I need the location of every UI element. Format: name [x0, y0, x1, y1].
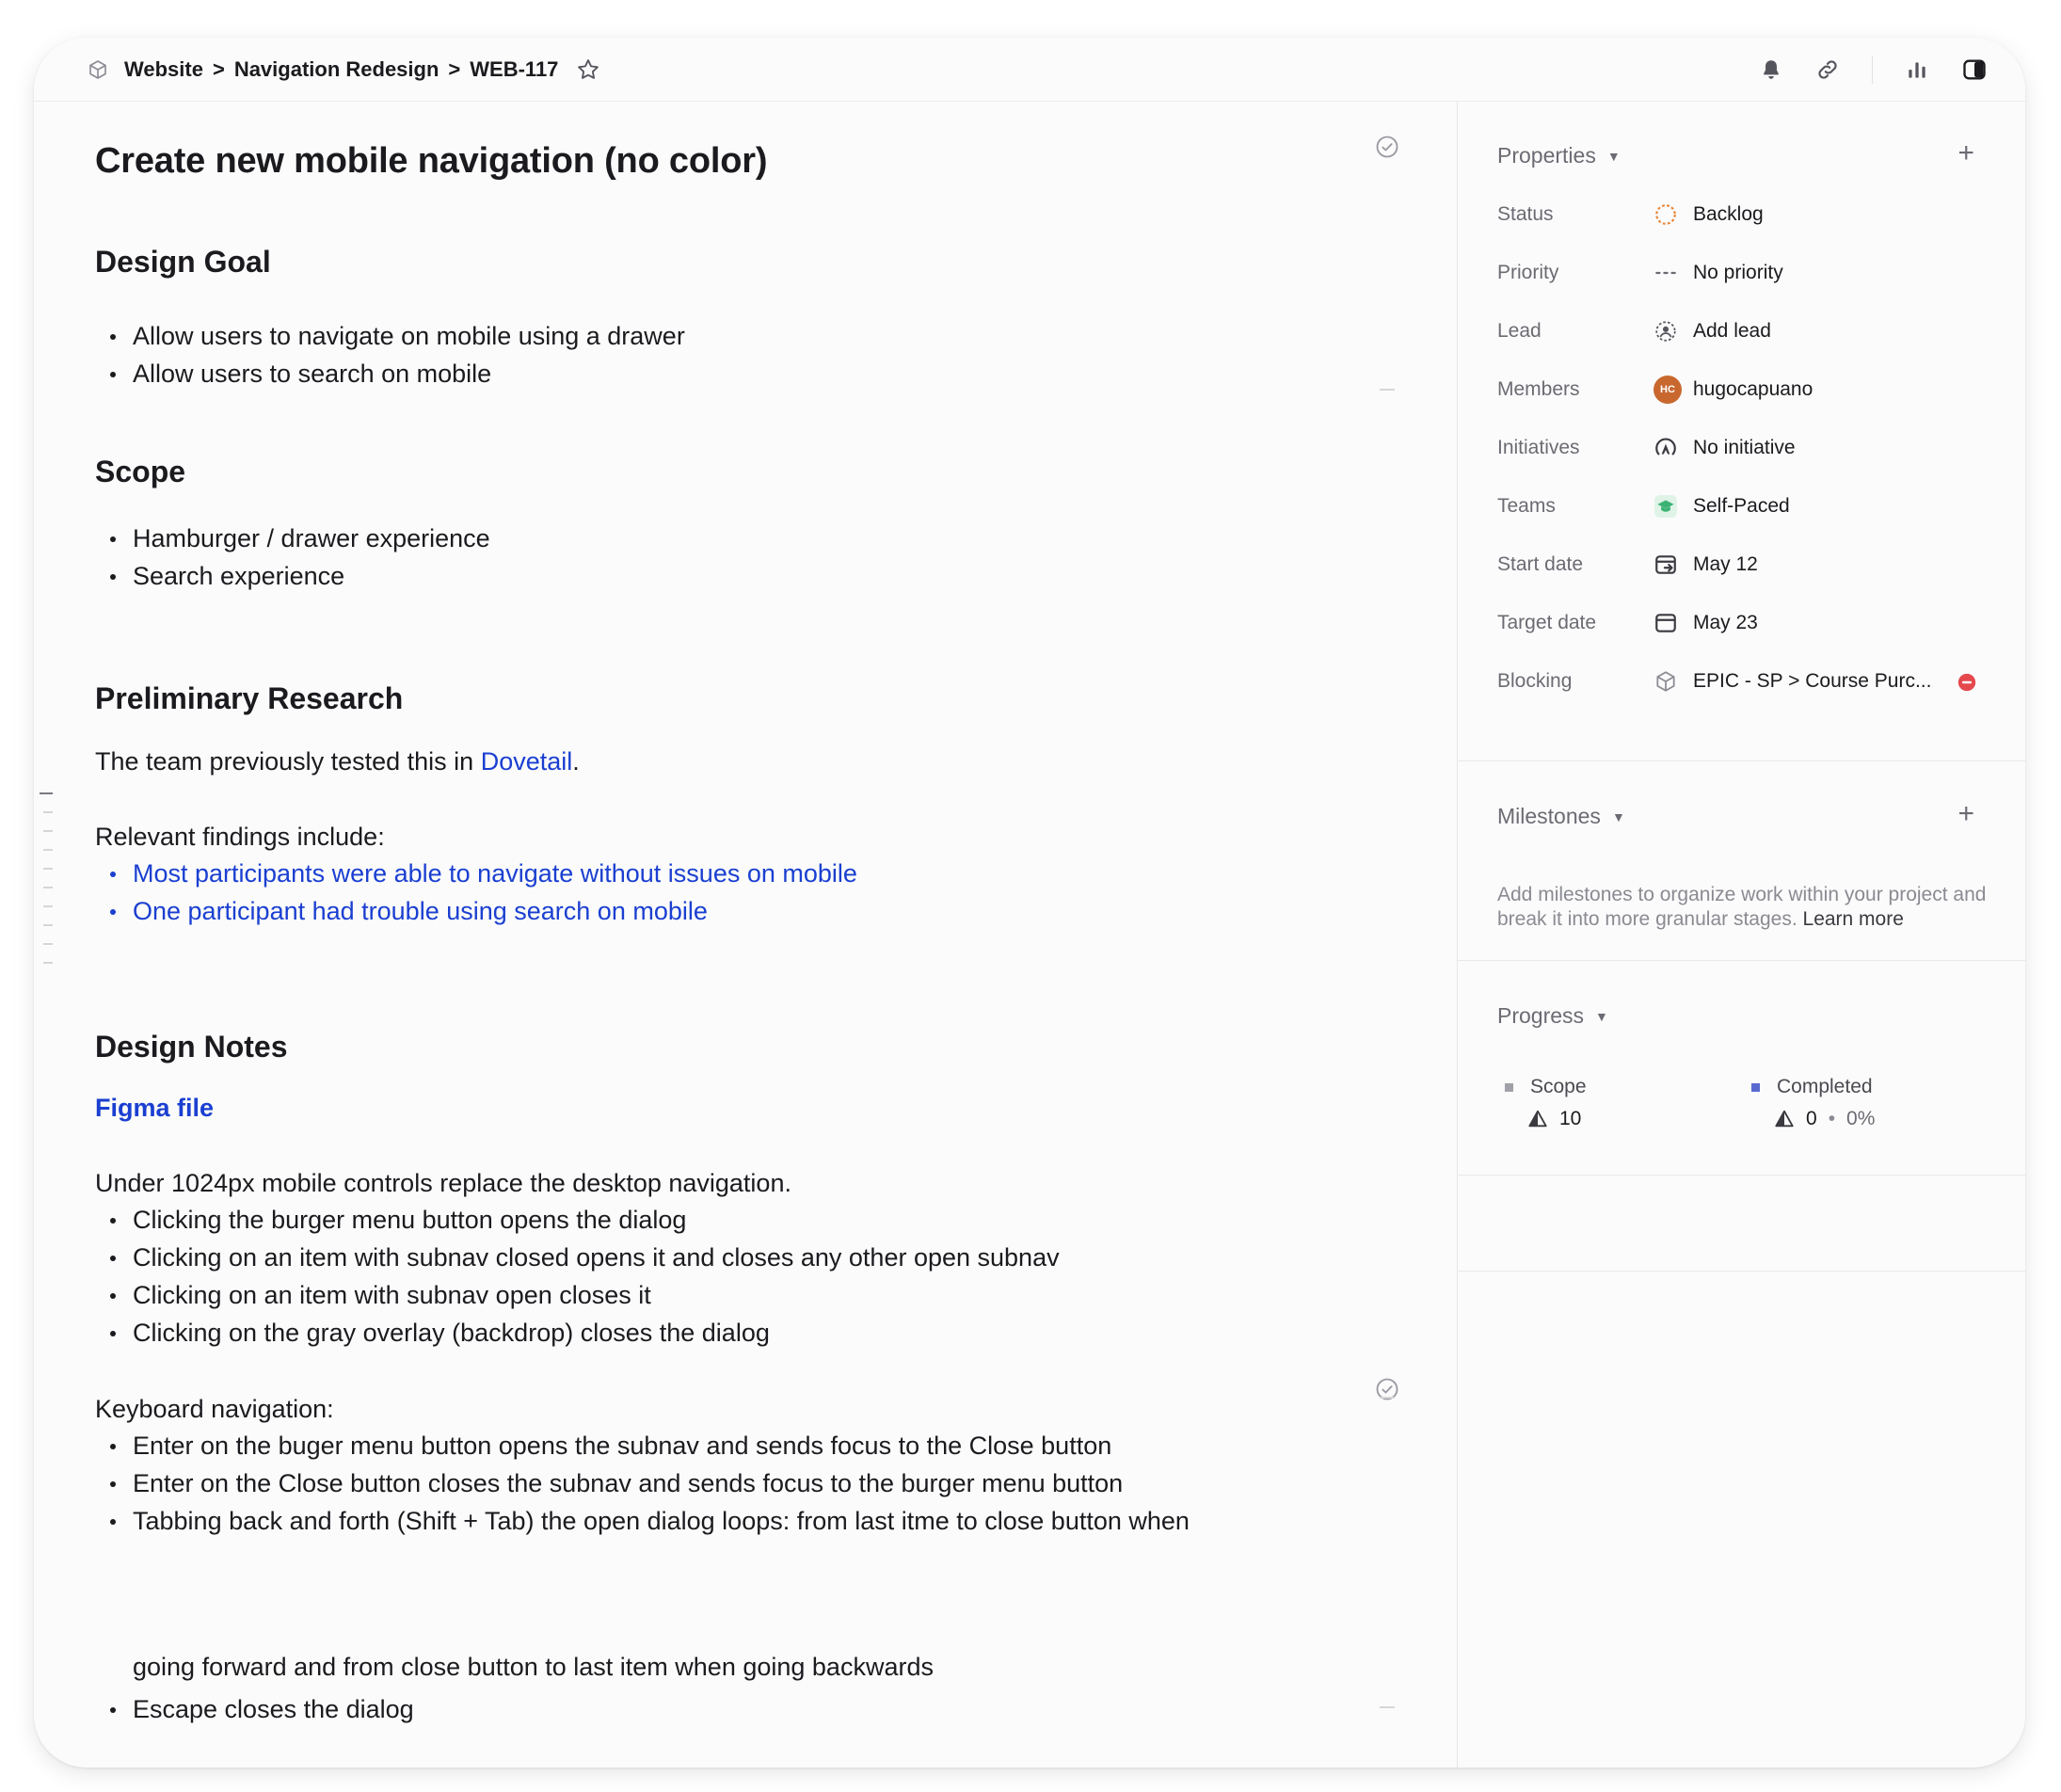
research-intro[interactable] [95, 747, 580, 776]
property-label: Start date [1497, 553, 1584, 575]
page-title[interactable]: Create new mobile navigation (no color) [95, 141, 768, 181]
no-priority-icon [1654, 261, 1693, 285]
breadcrumb-item-website[interactable]: Website [124, 57, 203, 81]
progress-completed-value [1774, 1108, 1875, 1130]
top-bar [34, 38, 2025, 102]
app-window [34, 38, 2025, 1768]
list-item[interactable]: Clicking on the gray overlay (backdrop) closes the dialog [108, 1314, 1060, 1352]
heading-design-notes[interactable]: Design Notes [95, 1030, 288, 1064]
initiative-icon [1654, 436, 1693, 460]
progress-completed [1751, 1076, 1873, 1098]
milestones-toggle[interactable] [1497, 804, 1625, 829]
divider [1458, 1271, 2025, 1272]
property-target-date[interactable] [1497, 604, 1987, 642]
list-item[interactable]: Search experience [108, 557, 490, 595]
scroll-marker[interactable] [43, 962, 53, 964]
design-goal-list [108, 317, 685, 392]
completed-legend-square [1751, 1083, 1760, 1092]
heading-preliminary-research[interactable]: Preliminary Research [95, 681, 404, 715]
scroll-marker[interactable] [43, 811, 53, 813]
breadcrumb [87, 38, 601, 102]
gutter-mark [1380, 389, 1395, 391]
research-intro-text: The team previously tested this in [95, 747, 481, 776]
list-item[interactable]: Allow users to search on mobile [108, 355, 685, 392]
milestones-description [1497, 883, 1996, 932]
scope-legend-square [1505, 1083, 1513, 1092]
property-initiatives[interactable] [1497, 429, 1987, 467]
link-icon[interactable] [1815, 57, 1840, 82]
heading-scope[interactable]: Scope [95, 455, 186, 488]
calendar-start-icon [1654, 552, 1693, 577]
scroll-marker[interactable] [43, 849, 53, 851]
scroll-marker[interactable] [43, 924, 53, 926]
milestones-description-text: Add milestones to organize work within your project and break it into more granular stages. [1497, 884, 1987, 930]
scope-value: 10 [1559, 1108, 1582, 1129]
scope-list [108, 520, 490, 595]
property-value: Add lead [1693, 320, 1771, 342]
property-label: Status [1497, 203, 1554, 225]
estimate-icon [1527, 1109, 1548, 1129]
progress-scope [1505, 1076, 1587, 1098]
property-status[interactable] [1497, 196, 1987, 233]
bell-icon[interactable] [1759, 57, 1783, 82]
heading-design-goal[interactable]: Design Goal [95, 245, 271, 279]
keyboard-label[interactable]: Keyboard navigation: [95, 1395, 334, 1423]
scroll-marker[interactable] [43, 830, 53, 832]
gutter-mark [1380, 1397, 1395, 1399]
property-value: May 23 [1693, 612, 1758, 633]
divider [1458, 1175, 2025, 1176]
property-value: No priority [1693, 262, 1783, 283]
property-lead[interactable] [1497, 312, 1987, 350]
keyboard-list [108, 1427, 1190, 1540]
keyboard-list-end [108, 1690, 414, 1728]
list-item-continuation[interactable]: going forward and from close button to last item when going backwards [133, 1653, 934, 1681]
property-label: Teams [1497, 495, 1556, 517]
property-value: Backlog [1693, 203, 1764, 225]
top-actions [1759, 38, 1988, 102]
property-label: Priority [1497, 262, 1559, 283]
property-value: hugocapuano [1693, 378, 1813, 400]
caret-down-icon: ▼ [1611, 808, 1625, 824]
completed-percent: 0% [1846, 1108, 1876, 1129]
user-add-icon [1654, 319, 1693, 344]
scroll-marker[interactable] [43, 905, 53, 907]
cube-icon [87, 58, 109, 81]
findings-list [108, 855, 857, 930]
property-label: Members [1497, 378, 1580, 400]
property-blocking[interactable] [1497, 663, 1987, 700]
breadcrumb-separator: > [448, 57, 461, 81]
list-item[interactable]: Clicking on an item with subnav open closes it [108, 1276, 1060, 1314]
progress-toggle[interactable] [1497, 1003, 1608, 1029]
property-value: EPIC - SP > Course Purc... [1693, 670, 1932, 692]
divider [1458, 960, 2025, 961]
property-label: Lead [1497, 320, 1542, 342]
divider [1458, 760, 2025, 761]
progress-heading: Progress [1497, 1003, 1585, 1028]
graduation-cap-icon [1654, 494, 1693, 519]
breadcrumb-item-project[interactable]: Navigation Redesign [233, 57, 439, 81]
under-text[interactable]: Under 1024px mobile controls replace the desktop navigation. [95, 1169, 791, 1197]
chart-icon[interactable] [1905, 57, 1929, 82]
completed-label: Completed [1777, 1076, 1873, 1097]
plus-icon[interactable]: + [1957, 798, 1974, 829]
avatar-wrap [1654, 376, 1693, 404]
list-item[interactable]: Escape closes the dialog [108, 1690, 414, 1728]
breadcrumb-separator: > [212, 57, 225, 81]
list-item[interactable]: Clicking on an item with subnav closed opens it and closes any other open subnav [108, 1239, 1060, 1276]
property-value: No initiative [1693, 437, 1796, 458]
property-value: Self-Paced [1693, 495, 1790, 517]
gutter-mark [1380, 1706, 1395, 1708]
properties-sidebar [1457, 102, 2025, 1768]
property-teams[interactable] [1497, 488, 1987, 525]
breadcrumb-item-issue[interactable]: WEB-117 [470, 57, 559, 81]
scroll-marker[interactable] [40, 792, 53, 794]
learn-more-link[interactable]: Learn more [1802, 908, 1904, 930]
property-members[interactable] [1497, 371, 1987, 408]
calendar-icon [1654, 611, 1693, 635]
list-item[interactable]: Enter on the Close button closes the subnav and sends focus to the burger menu button [108, 1464, 1190, 1502]
avatar: HC [1654, 376, 1682, 404]
document-area [34, 102, 1457, 1768]
check-circle-icon[interactable] [1374, 134, 1400, 160]
property-value: May 12 [1693, 553, 1758, 575]
property-start-date[interactable] [1497, 546, 1987, 584]
completed-value: 0 [1806, 1108, 1817, 1129]
list-item[interactable]: Clicking the burger menu button opens the dialog [108, 1201, 1060, 1239]
scroll-marker[interactable] [43, 868, 53, 870]
property-label: Initiatives [1497, 437, 1580, 458]
bullet-separator: • [1828, 1108, 1836, 1129]
panel-icon[interactable] [1961, 56, 1988, 83]
findings-label[interactable]: Relevant findings include: [95, 823, 385, 851]
estimate-icon [1774, 1109, 1795, 1129]
under-list [108, 1201, 1060, 1352]
list-item[interactable]: Allow users to navigate on mobile using a drawer [108, 317, 685, 355]
scroll-marker[interactable] [43, 943, 53, 945]
toolbar-divider [1872, 56, 1873, 84]
properties-toggle[interactable] [1497, 143, 1621, 168]
research-intro-suffix: . [572, 747, 580, 776]
star-icon[interactable] [575, 56, 601, 83]
finding-link[interactable]: One participant had trouble using search on mobile [108, 892, 857, 930]
caret-down-icon: ▼ [1595, 1008, 1608, 1024]
backlog-status-icon [1654, 202, 1693, 227]
figma-file-link[interactable]: Figma file [95, 1094, 215, 1122]
plus-icon[interactable]: + [1957, 137, 1974, 168]
progress-scope-value [1527, 1108, 1581, 1130]
list-item[interactable]: Enter on the buger menu button opens the subnav and sends focus to the Close button [108, 1427, 1190, 1464]
property-label: Blocking [1497, 670, 1573, 692]
property-priority[interactable] [1497, 254, 1987, 292]
scope-label: Scope [1530, 1076, 1587, 1097]
caret-down-icon: ▼ [1606, 148, 1621, 164]
list-item[interactable]: Tabbing back and forth (Shift + Tab) the open dialog loops: from last itme to close button when [108, 1502, 1190, 1540]
cube-icon [1654, 669, 1693, 694]
remove-blocking-icon[interactable] [1957, 672, 1977, 693]
dovetail-link[interactable]: Dovetail [480, 747, 573, 776]
milestones-heading: Milestones [1497, 804, 1601, 828]
properties-heading: Properties [1497, 143, 1596, 168]
scroll-marker[interactable] [43, 887, 53, 888]
list-item[interactable]: Hamburger / drawer experience [108, 520, 490, 557]
property-label: Target date [1497, 612, 1597, 633]
finding-link[interactable]: Most participants were able to navigate without issues on mobile [108, 855, 857, 892]
